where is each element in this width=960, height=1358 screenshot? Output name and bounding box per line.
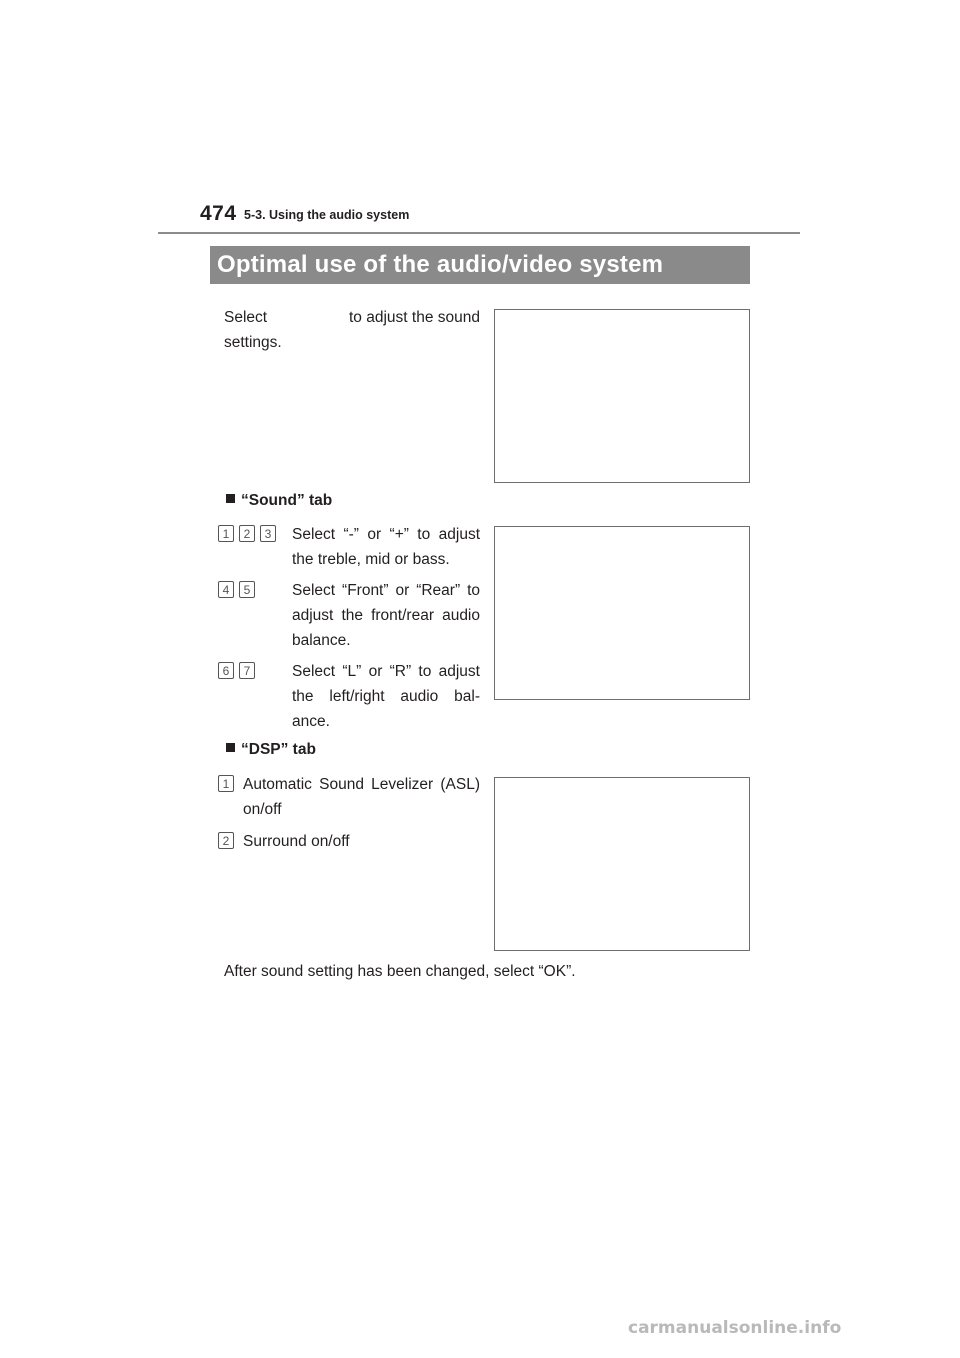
sound-tab-screen-image	[494, 526, 750, 700]
callout-number: 2	[239, 525, 255, 542]
watermark: carmanualsonline.info	[628, 1318, 842, 1338]
callout-number: 7	[239, 662, 255, 679]
dsp-tab-heading: “DSP” tab	[226, 741, 316, 759]
callout-number: 4	[218, 581, 234, 598]
square-bullet-icon	[226, 494, 235, 503]
intro-line1-rest: to adjust the sound	[349, 309, 480, 326]
callout-number: 3	[260, 525, 276, 542]
square-bullet-icon	[226, 743, 235, 752]
audio-settings-screen-image	[494, 309, 750, 483]
list-item: Select “-” or “+” to adjust the treble, mid or bass.	[292, 526, 480, 568]
header-divider	[158, 232, 800, 234]
list-item: Surround on/off	[243, 833, 350, 850]
callout-badges	[218, 525, 281, 542]
callout-number: 2	[218, 832, 234, 849]
list-item: Select “L” or “R” to adjust the left/right audio bal-ance.	[292, 663, 480, 730]
callout-badges	[218, 775, 239, 792]
callout-number: 1	[218, 775, 234, 792]
intro-line2: settings.	[224, 334, 282, 351]
callout-badges	[218, 581, 260, 598]
sound-tab-heading: “Sound” tab	[226, 492, 332, 510]
callout-number: 5	[239, 581, 255, 598]
intro-paragraph	[224, 305, 480, 355]
callout-number: 1	[218, 525, 234, 542]
callout-badges	[218, 832, 239, 849]
callout-badges	[218, 662, 260, 679]
footer-note: After sound setting has been changed, select “OK”.	[224, 963, 576, 980]
list-item: Select “Front” or “Rear” to adjust the front/rear audio balance.	[292, 582, 480, 649]
intro-word: Select	[224, 309, 268, 326]
page-number: 474	[200, 202, 237, 225]
dsp-tab-screen-image	[494, 777, 750, 951]
list-item: Automatic Sound Levelizer (ASL) on/off	[243, 776, 480, 818]
breadcrumb: 5-3. Using the audio system	[244, 208, 410, 222]
section-title: Optimal use of the audio/video system	[210, 246, 750, 284]
callout-number: 6	[218, 662, 234, 679]
